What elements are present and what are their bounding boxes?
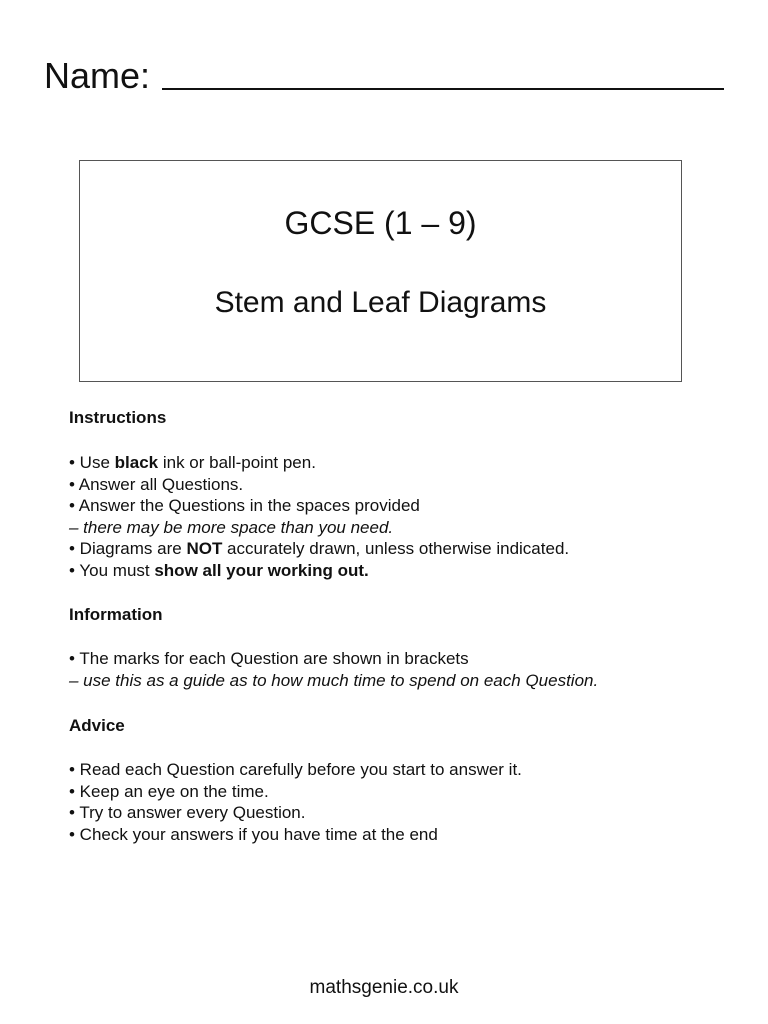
advice-heading: Advice xyxy=(69,716,125,735)
topic-title: Stem and Leaf Diagrams xyxy=(214,286,547,319)
name-line xyxy=(162,88,724,90)
list-item xyxy=(69,452,749,474)
list-item: – use this as a guide as to how much time to spend on each Question. xyxy=(69,670,599,690)
list-item: • Try to answer every Question. xyxy=(69,803,306,822)
list-item: – there may be more space than you need. xyxy=(69,517,394,537)
item-text: ink or ball-point pen. xyxy=(158,453,316,472)
item-bold-text: black xyxy=(114,453,159,472)
footer-site-url: mathsgenie.co.uk xyxy=(309,977,459,998)
list-item: • Check your answers if you have time at the end xyxy=(69,824,438,844)
exam-level-title: GCSE (1 – 9) xyxy=(284,205,477,241)
item-text: accurately drawn, unless otherwise indicated. xyxy=(222,539,570,558)
list-item: • Read each Question carefully before you start to answer it. xyxy=(69,760,522,779)
item-text: • Diagrams are xyxy=(69,539,187,558)
name-label: Name: xyxy=(44,55,151,96)
instructions-heading: Instructions xyxy=(69,408,167,427)
list-item: • The marks for each Question are shown in brackets xyxy=(69,649,469,668)
instructions-list xyxy=(69,452,749,581)
information-list xyxy=(69,648,749,691)
information-heading: Information xyxy=(69,605,163,624)
advice-list xyxy=(69,759,749,845)
item-bold-text: show all your working out. xyxy=(154,560,369,580)
list-item: • Answer all Questions. xyxy=(69,474,244,494)
item-bold-text: NOT xyxy=(186,539,223,558)
list-item: • Keep an eye on the time. xyxy=(69,781,269,801)
list-item xyxy=(69,538,749,560)
name-row xyxy=(44,56,734,100)
item-text: • Use xyxy=(69,453,115,472)
list-item xyxy=(69,560,749,582)
list-item: • Answer the Questions in the spaces provided xyxy=(69,496,420,515)
item-text: • You must xyxy=(69,560,155,580)
title-box xyxy=(79,160,682,382)
